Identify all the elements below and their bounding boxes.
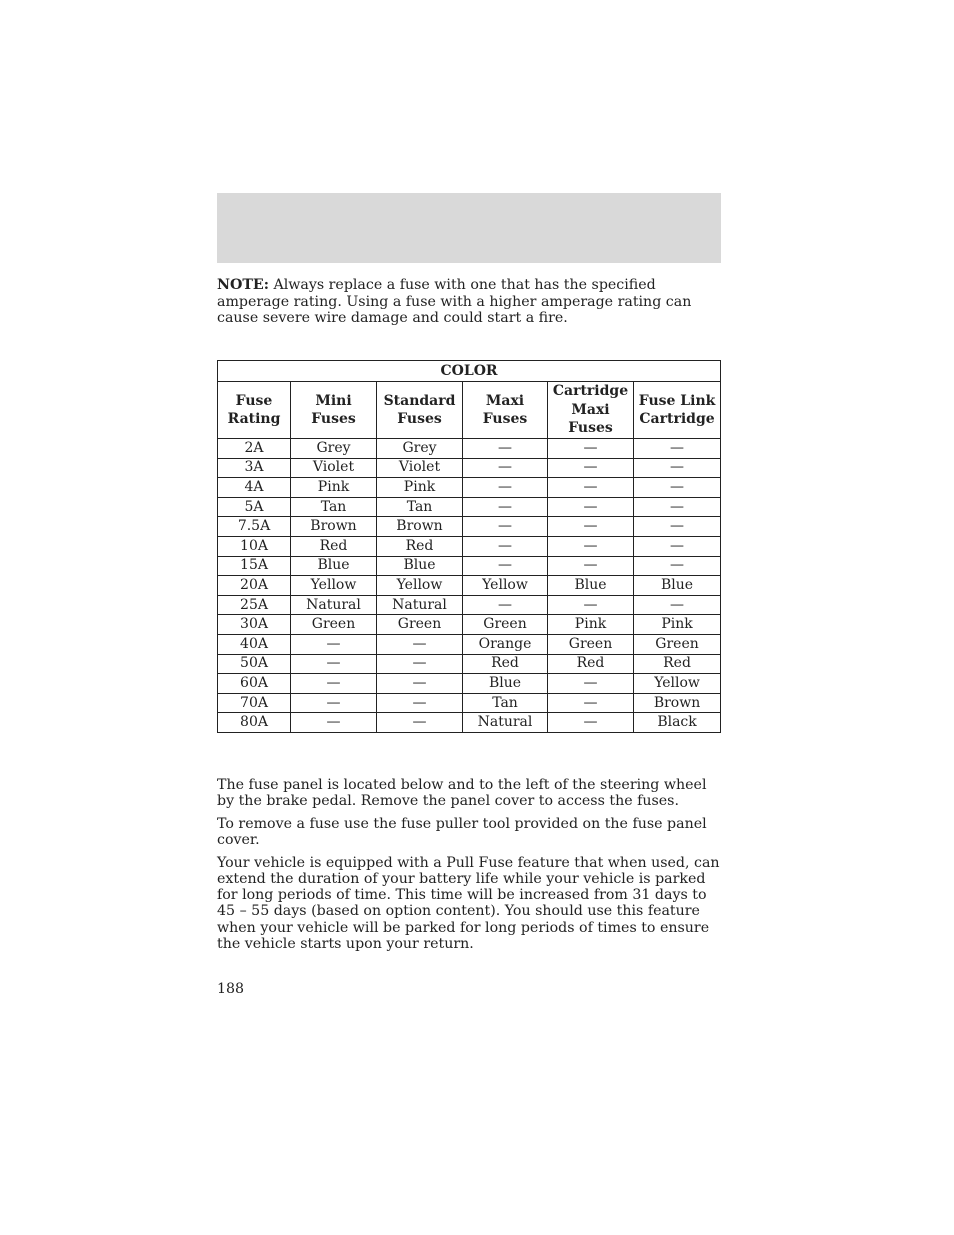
fuse-color-cell: Blue <box>377 556 463 576</box>
table-row <box>218 439 721 459</box>
fuse-color-cell: Blue <box>548 576 634 596</box>
fuse-color-cell: Red <box>548 654 634 674</box>
fuse-color-cell: Yellow <box>291 576 377 596</box>
fuse-color-cell: Red <box>377 536 463 556</box>
fuse-rating-cell: 50A <box>218 654 291 674</box>
fuse-color-cell: Orange <box>463 634 548 654</box>
fuse-color-cell: — <box>291 693 377 713</box>
fuse-color-cell: — <box>548 713 634 733</box>
table-row <box>218 478 721 498</box>
table-row <box>218 713 721 733</box>
fuse-color-table <box>217 360 721 733</box>
table-row <box>218 497 721 517</box>
fuse-color-cell: Pink <box>634 615 721 635</box>
table-row <box>218 654 721 674</box>
column-header-line: Fuses <box>482 411 528 427</box>
fuse-color-cell: — <box>634 556 721 576</box>
column-header-line: Fuses <box>311 411 356 427</box>
body-text <box>217 777 721 959</box>
column-header <box>634 382 721 439</box>
fuse-color-cell: Green <box>634 634 721 654</box>
fuse-color-cell: Black <box>634 713 721 733</box>
fuse-color-cell: Yellow <box>634 674 721 694</box>
fuse-color-cell: Brown <box>377 517 463 537</box>
fuse-color-cell: Tan <box>463 693 548 713</box>
table-row <box>218 634 721 654</box>
fuse-rating-cell: 3A <box>218 458 291 478</box>
note-text: Always replace a fuse with one that has the specified amperage rating. Using a fuse with a higher amperage rating can cause severe wire damage and could start a fire. <box>217 277 692 326</box>
column-header-row <box>218 382 721 439</box>
table-row <box>218 556 721 576</box>
table-row <box>218 458 721 478</box>
fuse-color-cell: — <box>548 556 634 576</box>
fuse-color-cell: — <box>377 713 463 733</box>
fuse-color-cell: Blue <box>291 556 377 576</box>
fuse-color-cell: Tan <box>377 497 463 517</box>
column-header-line: Maxi <box>485 392 525 409</box>
paragraph-fuse-removal: To remove a fuse use the fuse puller tool provided on the fuse panel cover. <box>217 815 707 849</box>
fuse-color-cell: Blue <box>634 576 721 596</box>
fuse-color-cell: Green <box>463 615 548 635</box>
fuse-color-cell: Green <box>377 615 463 635</box>
section-header-band <box>217 193 721 263</box>
paragraph-fuse-panel-location: The fuse panel is located below and to the left of the steering wheel by the brake pedal. Remove the panel cover to access the fuses. <box>217 777 707 810</box>
fuse-rating-cell: 30A <box>218 615 291 635</box>
fuse-color-cell: — <box>291 713 377 733</box>
fuse-color-cell: Grey <box>377 439 463 459</box>
column-header-line: Fuse Link <box>638 392 716 409</box>
fuse-color-cell: Pink <box>377 478 463 498</box>
fuse-color-cell: — <box>463 556 548 576</box>
table-row <box>218 595 721 615</box>
fuse-color-cell: Grey <box>291 439 377 459</box>
paragraph-pull-fuse-feature: Your vehicle is equipped with a Pull Fuse feature that when used, can extend the duration of your battery life while your vehicle is parked for long periods of time. This time will be increased from 31 days to 45 – 55 days (based on option content). You should use this feature when your vehicle will be parked for long periods of times to ensure the vehicle starts upon your return. <box>217 854 720 952</box>
page-number: 188 <box>217 981 245 997</box>
column-header <box>291 382 377 439</box>
fuse-color-cell: — <box>634 497 721 517</box>
fuse-color-cell: — <box>634 478 721 498</box>
fuse-color-cell: — <box>548 595 634 615</box>
fuse-rating-cell: 2A <box>218 439 291 459</box>
fuse-color-cell: Natural <box>463 713 548 733</box>
fuse-color-cell: Green <box>548 634 634 654</box>
column-header-line: Cartridge <box>552 383 629 400</box>
fuse-color-cell: — <box>463 536 548 556</box>
fuse-color-cell: Violet <box>291 458 377 478</box>
table-body <box>218 439 721 733</box>
fuse-color-cell: — <box>548 458 634 478</box>
note-label: NOTE: <box>217 277 269 293</box>
column-header-line: Mini <box>315 392 352 409</box>
fuse-rating-cell: 15A <box>218 556 291 576</box>
fuse-color-cell: Green <box>291 615 377 635</box>
fuse-color-cell: Yellow <box>463 576 548 596</box>
column-header-line: Fuse <box>235 392 273 409</box>
fuse-color-cell: Violet <box>377 458 463 478</box>
fuse-color-cell: Pink <box>291 478 377 498</box>
fuse-color-cell: — <box>634 439 721 459</box>
fuse-color-cell: Tan <box>291 497 377 517</box>
fuse-rating-cell: 70A <box>218 693 291 713</box>
fuse-color-cell: — <box>377 674 463 694</box>
fuse-color-cell: — <box>548 497 634 517</box>
column-header <box>377 382 463 439</box>
fuse-color-cell: Natural <box>291 595 377 615</box>
fuse-rating-cell: 25A <box>218 595 291 615</box>
fuse-rating-cell: 7.5A <box>218 517 291 537</box>
fuse-rating-cell: 60A <box>218 674 291 694</box>
column-header-line: Rating <box>227 411 281 427</box>
fuse-color-cell: Brown <box>291 517 377 537</box>
fuse-rating-cell: 20A <box>218 576 291 596</box>
fuse-color-cell: Brown <box>634 693 721 713</box>
column-header-line: Cartridge <box>639 411 715 427</box>
fuse-color-cell: Red <box>463 654 548 674</box>
table-row <box>218 615 721 635</box>
column-header <box>218 382 291 439</box>
table-row <box>218 693 721 713</box>
column-header-line: Fuses <box>397 411 442 427</box>
fuse-color-cell: — <box>634 458 721 478</box>
column-header-line: Maxi <box>571 401 610 418</box>
fuse-color-cell: — <box>377 693 463 713</box>
fuse-color-cell: — <box>463 478 548 498</box>
fuse-color-cell: — <box>463 595 548 615</box>
fuse-rating-cell: 4A <box>218 478 291 498</box>
fuse-rating-cell: 10A <box>218 536 291 556</box>
column-header-line: Standard <box>383 392 456 409</box>
fuse-color-cell: — <box>291 674 377 694</box>
fuse-color-cell: Red <box>634 654 721 674</box>
fuse-color-cell: — <box>463 517 548 537</box>
fuse-color-cell: Natural <box>377 595 463 615</box>
fuse-color-cell: — <box>548 478 634 498</box>
fuse-color-cell: — <box>463 458 548 478</box>
table-row <box>218 576 721 596</box>
fuse-color-cell: — <box>377 654 463 674</box>
fuse-rating-cell: 40A <box>218 634 291 654</box>
fuse-color-cell: — <box>548 439 634 459</box>
fuse-color-cell: — <box>634 517 721 537</box>
fuse-color-cell: Yellow <box>377 576 463 596</box>
fuse-color-cell: — <box>377 634 463 654</box>
table-row <box>218 517 721 537</box>
fuse-rating-cell: 80A <box>218 713 291 733</box>
fuse-color-cell: — <box>463 439 548 459</box>
fuse-rating-cell: 5A <box>218 497 291 517</box>
fuse-color-cell: — <box>548 693 634 713</box>
color-group-header: COLOR <box>218 361 721 382</box>
column-header <box>548 382 634 439</box>
fuse-color-cell: Blue <box>463 674 548 694</box>
fuse-color-cell: Red <box>291 536 377 556</box>
fuse-color-cell: — <box>634 595 721 615</box>
fuse-color-cell: Pink <box>548 615 634 635</box>
table-row <box>218 536 721 556</box>
fuse-color-cell: — <box>548 536 634 556</box>
fuse-color-cell: — <box>291 654 377 674</box>
fuse-color-cell: — <box>548 674 634 694</box>
fuse-color-cell: — <box>291 634 377 654</box>
fuse-color-cell: — <box>634 536 721 556</box>
fuse-color-cell: — <box>463 497 548 517</box>
table-row <box>218 674 721 694</box>
column-header <box>463 382 548 439</box>
note-paragraph <box>217 277 721 327</box>
fuse-color-cell: — <box>548 517 634 537</box>
column-header-line: Fuses <box>568 420 613 437</box>
